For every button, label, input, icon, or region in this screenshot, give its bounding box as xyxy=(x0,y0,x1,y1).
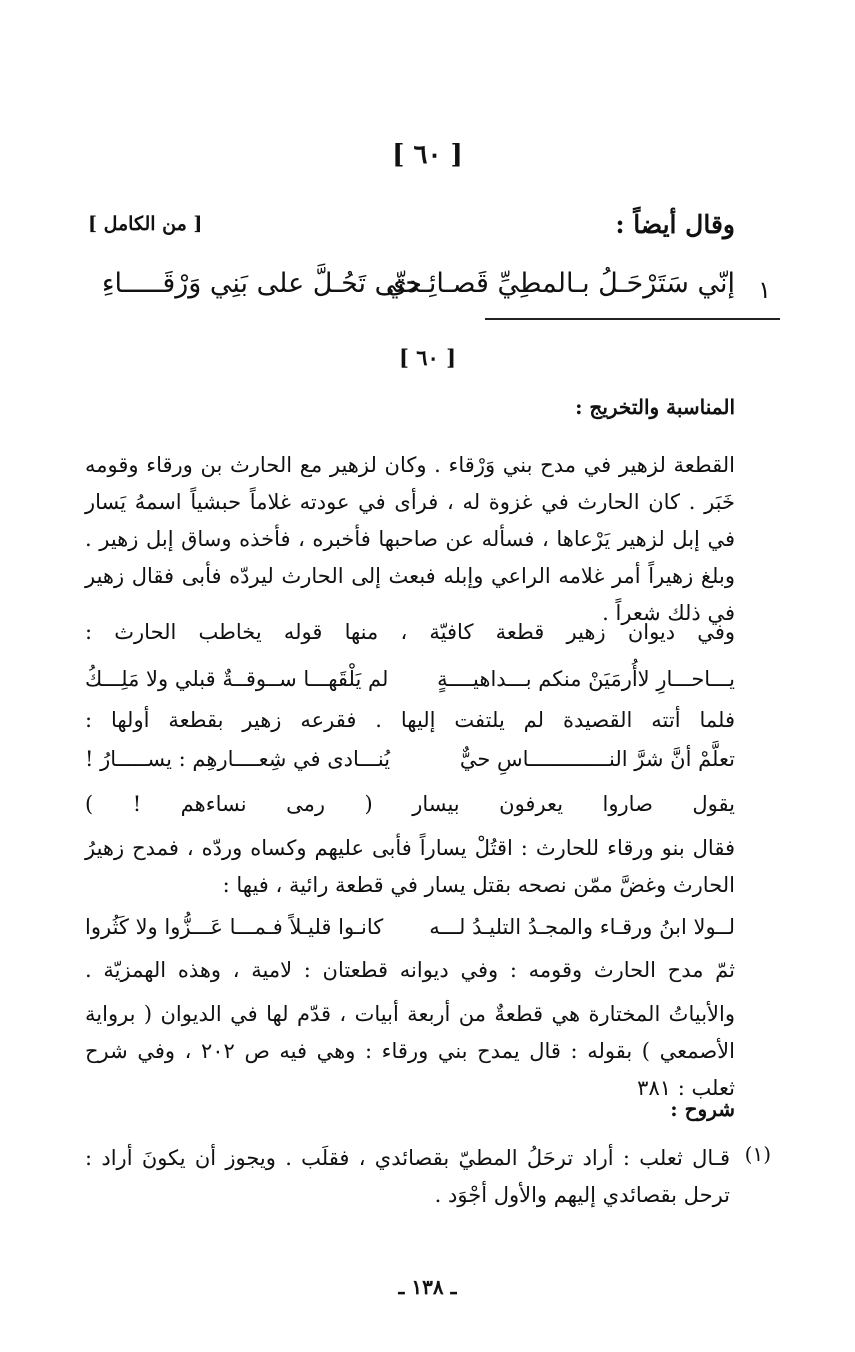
paragraph-occasion: القطعة لزهير في مدح بني وَرْقاء . وكان لزهير مع الحارث بن ورقاء وقومه خَبَر . كان الحارث في غزوة له ، فرأى في عودته غلاماً حبشياً اسمهُ يَسار في إبل لزهير يَرْعاها ، فسأله عن صاحبها فأخبره ، فأخذه وساق إبل زهير . وبلغ زهيراً أمر غلامه الراعي وإبله فبعث إلى الحارث ليردّه فأبى فقال زهير في ذلك شعراً . xyxy=(85,453,735,625)
poem1-first-hemistich: يـــاحـــارِ لاأُرمَيَنْ منكم بـــداهيــــةٍ xyxy=(437,667,735,691)
verse-second-hemistich: حتّى تَحُـلَّ على بَنِي وَرْقَـــــاءِ xyxy=(101,268,422,299)
meter-label: [ من الكامل ] xyxy=(88,213,203,235)
section-title: المناسبة والتخريج : xyxy=(575,395,735,419)
page-number: ـ ١٣٨ ـ xyxy=(398,1275,457,1299)
poem2-second-hemistich: يُنـــادى في شِعــــارهِم : يســـــارُ ! xyxy=(85,747,391,771)
paragraph-selection: والأبياتُ المختارة هي قطعةٌ من أربعة أبيات ، قدّم لها في الديوان ( برواية الأصمعي ) بقوله : قال يمدح بني ورقاء : وهي فيه ص ٢٠٢ ، وفي شرح ثعلب : ٣٨١ xyxy=(85,1002,735,1100)
line-diwan: وفي ديوان زهير قطعة كافيّة ، منها قوله يخاطب الحارث : xyxy=(85,620,735,644)
verse-underline xyxy=(485,318,780,320)
line-reply: فلما أتته القصيدة لم يلتفت إليها . فقرعه زهير بقطعة أولها : xyxy=(85,708,735,732)
footnote-text: قـال ثعلب : أراد ترحَلُ المطيّ بقصائدي ، فقلَب . ويجوز أن يكونَ أراد : ترحل بقصائدي إليهم والأول أجْوَد . xyxy=(85,1146,730,1207)
poem3-second-hemistich: كانـوا قليـلاً فـمـــا عَـــزُّوا ولا كَثُروا xyxy=(85,915,384,939)
line-saying: يقول صاروا يعرفون بيسار ( رمى نساءهم ! ) xyxy=(85,792,735,816)
intro-line: وقال أيضاً : xyxy=(615,210,735,239)
verse-number: ١ xyxy=(758,276,771,304)
poem1-second-hemistich: لم يَلْقَهـــا ســوقــةٌ قبلي ولا مَلِـــكُ xyxy=(85,667,389,691)
poem2-first-hemistich: تعلَّمْ أنَّ شرَّ النـــــــــــــاسِ حيٌّ xyxy=(459,747,735,771)
line-praise: ثمّ مدح الحارث وقومه : وفي ديوانه قطعتان : لامية ، وهذه الهمزيّة . xyxy=(85,958,735,982)
footnote-number: (١) xyxy=(744,1142,771,1166)
poem-number-heading: [ ٦٠ ] xyxy=(392,140,463,170)
verse-first-hemistich: إنّي سَتَرْحَـلُ بـالمطِيِّ قَصـائِـدي xyxy=(385,268,735,299)
paragraph-killing: فقال بنو ورقاء للحارث : اقتُلْ يساراً فأبى عليهم وكساه وردّه ، فمدح زهيرُ الحارث وغضَّ ممّن نصحه بقتل يسار في قطعة رائية ، فيها : xyxy=(85,836,735,897)
notes-title: شروح : xyxy=(670,1097,735,1121)
poem3-first-hemistich: لــولا ابنُ ورقـاء والمجـدُ التليـدُ لـــه xyxy=(429,915,735,939)
notes-number-heading: [ ٦٠ ] xyxy=(398,345,457,370)
